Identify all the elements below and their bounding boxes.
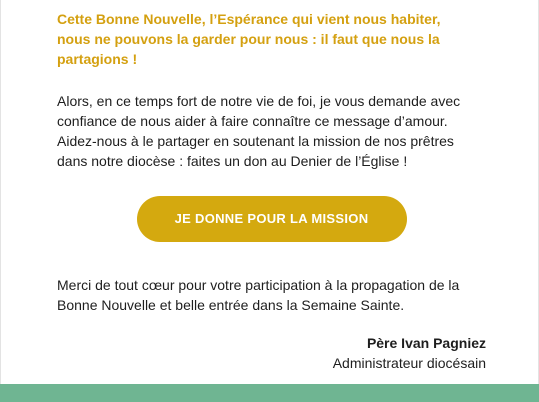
cta-container	[57, 196, 486, 242]
paragraph-line: Bonne Nouvelle et belle entrée dans la Semaine Sainte.	[57, 297, 405, 313]
paragraph-line: dans notre diocèse : faites un don au Denier de l’Église !	[57, 153, 408, 169]
signature-title: Administrateur diocésain	[332, 355, 486, 371]
paragraph-line: confiance de nous aider à faire connaître ce message d’amour.	[57, 113, 448, 129]
paragraph-line: Aidez-nous à le partager en soutenant la mission de nos prêtres	[57, 133, 454, 149]
intro-line: nous ne pouvons la garder pour nous : il faut que nous la	[57, 31, 440, 47]
intro-line: partagions !	[57, 51, 138, 67]
thanks-paragraph	[57, 275, 497, 315]
footer-band	[0, 384, 539, 402]
appeal-paragraph	[57, 91, 497, 171]
intro-line: Cette Bonne Nouvelle, l’Espérance qui vient nous habiter,	[57, 11, 441, 27]
signature-name: Père Ivan Pagniez	[366, 335, 486, 351]
email-content	[57, 9, 497, 373]
paragraph-line: Merci de tout cœur pour votre participation à la propagation de la	[57, 277, 460, 293]
signature	[57, 333, 486, 373]
paragraph-line: Alors, en ce temps fort de notre vie de foi, je vous demande avec	[57, 93, 461, 109]
donate-button[interactable]: JE DONNE POUR LA MISSION	[137, 196, 407, 242]
intro-text	[57, 9, 497, 69]
